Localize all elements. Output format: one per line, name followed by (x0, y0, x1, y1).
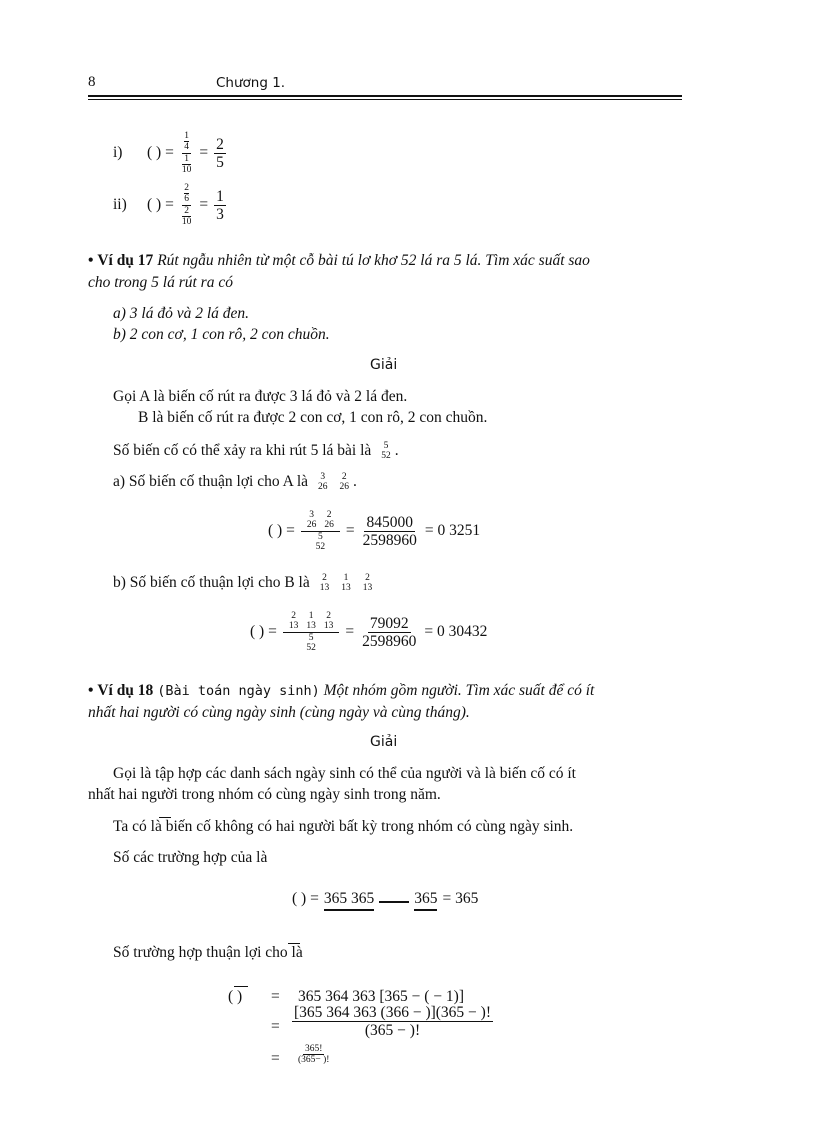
sub: 26 (324, 520, 334, 531)
complement-bar (159, 817, 171, 818)
sup: 1 (343, 573, 349, 583)
sub: 13 (323, 621, 334, 632)
eq: = (345, 522, 355, 540)
case-small-fraction (180, 131, 194, 176)
final-eq-2: = (271, 1018, 280, 1035)
para-4: Số trường hợp thuận lợi cho là (113, 944, 303, 961)
ellipsis-gap (379, 887, 409, 903)
combination-fraction (283, 611, 340, 654)
product-b: 365 (414, 890, 437, 911)
sup: 1 (308, 611, 314, 621)
sup: 2 (365, 573, 370, 583)
example-statement: Một nhóm gồm người. Tìm xác suất để có ít (323, 682, 595, 699)
product-a: 365 365 (324, 890, 374, 911)
eq: = (345, 623, 355, 641)
text: b) Số biến cố thuận lợi cho B là (113, 574, 310, 591)
item-a: a) 3 lá đỏ và 2 lá đen. (113, 305, 250, 322)
result: = 0 3251 (424, 522, 481, 540)
den-bot: 10 (181, 217, 192, 228)
case-ii (113, 183, 226, 228)
example-title: Ví dụ 17 (97, 252, 154, 269)
den: (365 − )! (364, 1022, 421, 1040)
den: 2598960 (362, 632, 417, 650)
sub: 26 (306, 520, 317, 531)
sup: 5 (317, 531, 323, 542)
solution-line-1: Gọi A là biến cố rút ra được 3 lá đỏ và 2 lá đen. (113, 388, 408, 405)
bullet: • (88, 682, 94, 699)
case-result (214, 136, 226, 171)
den: 2598960 (362, 531, 417, 549)
numeric-fraction (361, 514, 419, 549)
den-top: 2 (184, 205, 189, 216)
sup: 2 (322, 573, 327, 583)
header-rule (88, 95, 682, 97)
sup: 5 (383, 441, 389, 451)
lhs: ( ) = (292, 890, 319, 907)
case-eq: = (199, 196, 209, 214)
row-3-fraction (296, 1044, 331, 1066)
sup: 2 (291, 611, 296, 621)
numeric-fraction (360, 615, 418, 650)
b-line (113, 573, 372, 593)
final-lhs: ( ) (228, 988, 243, 1005)
example-subtitle: (Bài toán ngày sinh) (157, 683, 320, 699)
text: Số biến cố có thể xảy ra khi rút 5 lá bài là (113, 442, 372, 459)
end: . (394, 442, 399, 459)
final-row-2 (292, 1004, 493, 1039)
sup: 3 (309, 510, 314, 520)
sub: 52 (315, 542, 326, 553)
example-18-heading (88, 682, 594, 700)
combination-fraction (301, 510, 340, 553)
sup: 2 (326, 510, 332, 520)
solution-heading: Giải (370, 357, 398, 373)
final-eq-1: = (271, 988, 280, 1005)
final-row-3 (296, 1044, 331, 1066)
sup: 5 (308, 632, 314, 643)
lhs: ( ) = (250, 623, 277, 641)
sub: 13 (306, 621, 316, 632)
sub: 26 (339, 482, 350, 492)
case-eq: = (199, 144, 209, 162)
lhs: ( ) = (268, 522, 295, 540)
num: 845000 (366, 513, 413, 531)
row-2-fraction (292, 1004, 493, 1039)
example-statement-2: cho trong 5 lá rút ra có (88, 274, 233, 291)
sub: 52 (381, 451, 391, 461)
case-label: i) (113, 144, 123, 162)
case-lhs: ( ) = (147, 196, 174, 214)
num: [365 364 363 (366 − )](365 − )! (294, 1004, 491, 1021)
final-row-1: 365 364 363 [365 − ( − 1)] (298, 988, 465, 1005)
case-result (214, 188, 226, 223)
example-title: Ví dụ 18 (97, 682, 154, 699)
formula-b (250, 611, 487, 654)
num: 79092 (369, 614, 409, 632)
sub: 13 (288, 621, 299, 632)
result-num: 1 (216, 187, 224, 205)
final-eq-3: = (271, 1050, 280, 1067)
solution-line-3 (113, 441, 399, 461)
chapter-title: Chương 1. (216, 75, 286, 91)
text: a) Số biến cố thuận lợi cho A là (113, 473, 309, 490)
bullet: • (88, 252, 94, 269)
sub: 52 (306, 643, 316, 654)
example-statement: Rút ngẫu nhiên từ một cỗ bài tú lơ khơ 52 lá ra 5 lá. Tìm xác suất sao (157, 252, 590, 269)
num-bot: 4 (184, 142, 189, 153)
sub: 13 (319, 583, 330, 593)
sup: 2 (326, 611, 331, 621)
a-line (113, 472, 357, 492)
formula-a (268, 510, 480, 553)
sub: 26 (318, 482, 328, 492)
result-den: 3 (216, 205, 224, 223)
sup: 2 (341, 472, 347, 482)
num-top: 2 (184, 183, 189, 193)
final-lhs-bar (234, 986, 248, 987)
item-b: b) 2 con cơ, 1 con rô, 2 con chuồn. (113, 326, 330, 343)
header-rule-thin (88, 99, 682, 100)
para-2: Ta có là biến cố không có hai người bất kỳ trong nhóm có cùng ngày sinh. (113, 818, 574, 835)
solution-heading: Giải (370, 734, 398, 750)
case-i (113, 131, 226, 176)
case-small-fraction (180, 183, 194, 228)
case-label: ii) (113, 196, 127, 214)
para-1-line-1: Gọi là tập hợp các danh sách ngày sinh có thể của người và là biến cố có ít (113, 765, 576, 782)
den-bot: 10 (181, 165, 192, 176)
den-top: 1 (184, 153, 189, 164)
num-top: 1 (184, 131, 189, 141)
complement-bar-2 (288, 943, 300, 944)
sub: 13 (341, 583, 351, 593)
result-den: 5 (216, 153, 224, 171)
result-num: 2 (216, 135, 224, 153)
num-bot: 6 (184, 194, 189, 205)
example-17-heading (88, 252, 590, 270)
example-statement-2: nhất hai người có cùng ngày sinh (cùng ngày và cùng tháng). (88, 704, 470, 721)
den: (365− )! (298, 1055, 330, 1066)
omega-formula (292, 887, 478, 911)
result: = 365 (442, 890, 479, 907)
sub: 13 (362, 583, 373, 593)
num: 365! (305, 1044, 323, 1054)
page-number: 8 (88, 74, 96, 90)
result: = 0 30432 (424, 623, 488, 641)
case-lhs: ( ) = (147, 144, 174, 162)
end: . (353, 473, 357, 490)
solution-line-2: B là biến cố rút ra được 2 con cơ, 1 con rô, 2 con chuồn. (138, 409, 488, 426)
para-3: Số các trường hợp của là (113, 849, 268, 866)
para-1-line-2: nhất hai người trong nhóm có cùng ngày sinh trong năm. (88, 786, 441, 803)
sup: 3 (320, 472, 326, 482)
